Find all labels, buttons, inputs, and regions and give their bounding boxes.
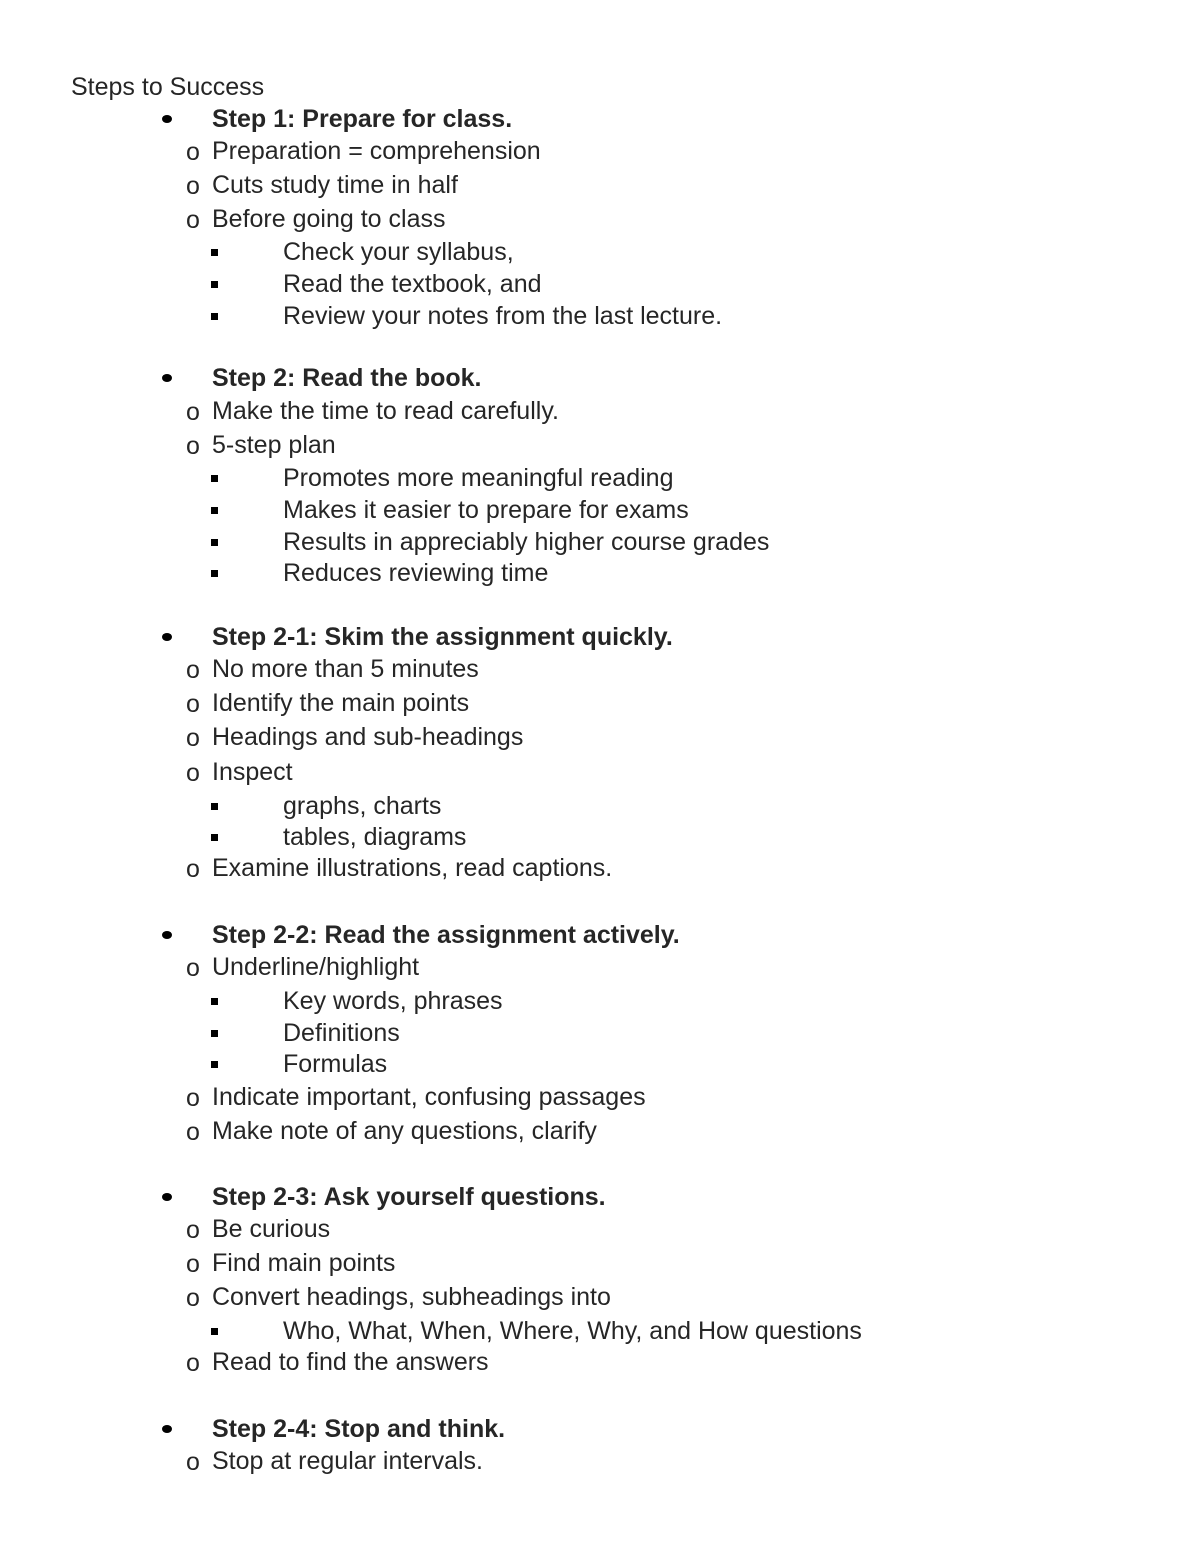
- bullet-circle-icon: o: [186, 1084, 200, 1112]
- document-page: Steps to Success Step 1: Prepare for class. o Preparation = comprehension o Cuts study time in half o Before going to class Check your syllabus, Read the textbook, and Review your notes from the last lecture. Step 2: Read the book. o Make the time to read carefully. o 5-step plan Promotes more meaningful reading Makes it easier to prepare for exams Results in appreciably higher course grades Reduces reviewing time Step 2-1: Skim the assignment quickly. o No more than 5 minutes o Identify the main points o Headings and sub-headings o Inspect graphs, charts tables, diagrams o Examine illustrations, read captions. Step 2-2: Read the assignment actively. o Underline/highlight Key words, phrases Definitions Formulas o Indicate important, confusing passages o Make note of any questions, clarify Step 2-3: Ask yourself questions. o Be curious o Find main points o Convert headings, subheadings into Who, What, When, Where, Why, and How questions o Read to find the answers Step 2-4: Stop and think. o Stop at regular intervals.: [0, 0, 1200, 1553]
- bullet-circle-icon: o: [186, 1216, 200, 1244]
- bullet-square-icon: [211, 475, 218, 482]
- bullet-square-icon: [211, 507, 218, 514]
- bullet-square-icon: [211, 1328, 218, 1335]
- bullet-circle-icon: o: [186, 138, 200, 166]
- bullet-dot-icon: [162, 1193, 172, 1201]
- bullet-circle-icon: o: [186, 690, 200, 718]
- document-title: Steps to Success: [71, 73, 265, 101]
- bullet-circle-icon: o: [186, 954, 200, 982]
- bullet-dot-icon: [162, 115, 172, 123]
- bullet-circle-icon: o: [186, 206, 200, 234]
- bullet-square-icon: [211, 1061, 218, 1068]
- bullet-dot-icon: [162, 1425, 172, 1433]
- bullet-circle-icon: o: [186, 656, 200, 684]
- bullet-square-icon: [211, 998, 218, 1005]
- bullet-circle-icon: o: [186, 1349, 200, 1377]
- bullet-dot-icon: [162, 633, 172, 641]
- bullet-circle-icon: o: [186, 855, 200, 883]
- bullet-circle-icon: o: [186, 1118, 200, 1146]
- bullet-square-icon: [211, 834, 218, 841]
- bullet-square-icon: [211, 570, 218, 577]
- bullet-circle-icon: o: [186, 1250, 200, 1278]
- bullet-circle-icon: o: [186, 724, 200, 752]
- bullet-square-icon: [211, 803, 218, 810]
- bullet-circle-icon: o: [186, 432, 200, 460]
- bullet-circle-icon: o: [186, 398, 200, 426]
- bullet-square-icon: [211, 249, 218, 256]
- bullet-square-icon: [211, 313, 218, 320]
- bullet-dot-icon: [162, 931, 172, 939]
- bullet-square-icon: [211, 281, 218, 288]
- bullet-dot-icon: [162, 374, 172, 382]
- bullet-circle-icon: o: [186, 172, 200, 200]
- bullet-circle-icon: o: [186, 1284, 200, 1312]
- bullet-circle-icon: o: [186, 759, 200, 787]
- bullet-square-icon: [211, 1030, 218, 1037]
- bullet-circle-icon: o: [186, 1448, 200, 1476]
- bullet-square-icon: [211, 539, 218, 546]
